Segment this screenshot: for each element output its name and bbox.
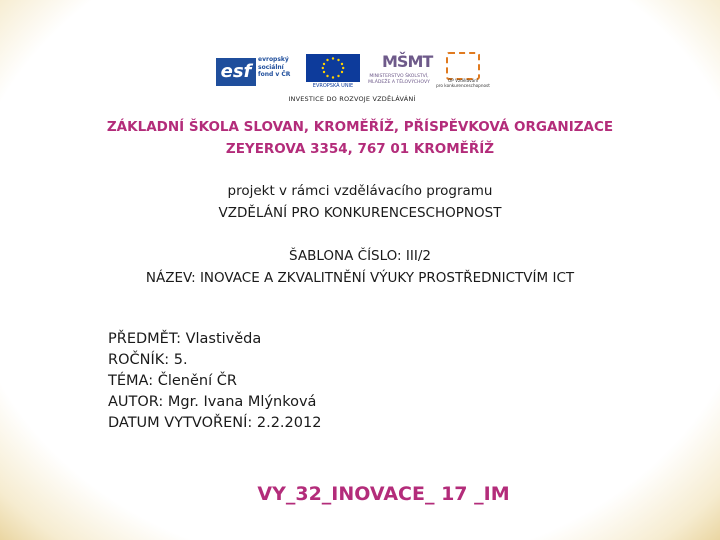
author-line: AUTOR: Mgr. Ivana Mlýnková [108, 394, 317, 410]
template-number: ŠABLONA ČÍSLO: III/2 [289, 248, 431, 264]
lesson-info [108, 329, 321, 434]
esf-logo [214, 50, 298, 90]
eu-logo [302, 50, 364, 90]
material-code: VY_32_INOVACE_ 17 _IM [257, 483, 510, 505]
logo-strip [214, 50, 490, 104]
eu-flag-icon [306, 54, 360, 82]
op-text [436, 78, 490, 89]
esf-mark: esf [216, 58, 256, 86]
esf-text-line: evropský [258, 56, 289, 63]
msmt-mark: MŠMT [382, 52, 433, 71]
esf-text [258, 56, 290, 79]
esf-text-line: fond v ČR [258, 71, 291, 78]
esf-text-line: sociální [258, 63, 284, 71]
grade-line: ROČNÍK: 5. [108, 352, 188, 368]
op-text-line: OP Vzdělávání [447, 78, 479, 83]
topic-line: TÉMA: Členění ČR [108, 373, 237, 389]
eu-text: EVROPSKÁ UNIE [312, 83, 354, 89]
msmt-text-line: MINISTERSTVO ŠKOLSTVÍ, [369, 74, 429, 79]
subject-line: PŘEDMĚT: Vlastivěda [108, 331, 262, 347]
op-logo [436, 50, 490, 90]
op-mark-icon [446, 52, 480, 80]
school-heading [0, 116, 720, 160]
logo-caption: INVESTICE DO ROZVOJE VZDĚLÁVÁNÍ [288, 95, 416, 103]
date-line: DATUM VYTVOŘENÍ: 2.2.2012 [108, 415, 322, 431]
msmt-text-line: MLÁDEŽE A TĚLOVÝCHOVY [368, 79, 430, 85]
msmt-logo [368, 50, 433, 90]
op-text-line: pro konkurenceschopnost [436, 83, 490, 89]
template-title: NÁZEV: INOVACE A ZKVALITNĚNÍ VÝUKY PROSTŘEDNICTVÍM ICT [145, 270, 575, 286]
program-intro: projekt v rámci vzdělávacího programu [227, 183, 493, 199]
program-name: VZDĚLÁNÍ PRO KONKURENCESCHOPNOST [218, 205, 502, 221]
program-block [0, 180, 720, 224]
msmt-text [368, 74, 430, 85]
school-address: ZEYEROVA 3354, 767 01 KROMĚŘÍŽ [225, 141, 495, 157]
school-name: ZÁKLADNÍ ŠKOLA SLOVAN, KROMĚŘÍŽ, PŘÍSPĚVKOVÁ ORGANIZACE [106, 119, 614, 135]
template-block [0, 245, 720, 289]
